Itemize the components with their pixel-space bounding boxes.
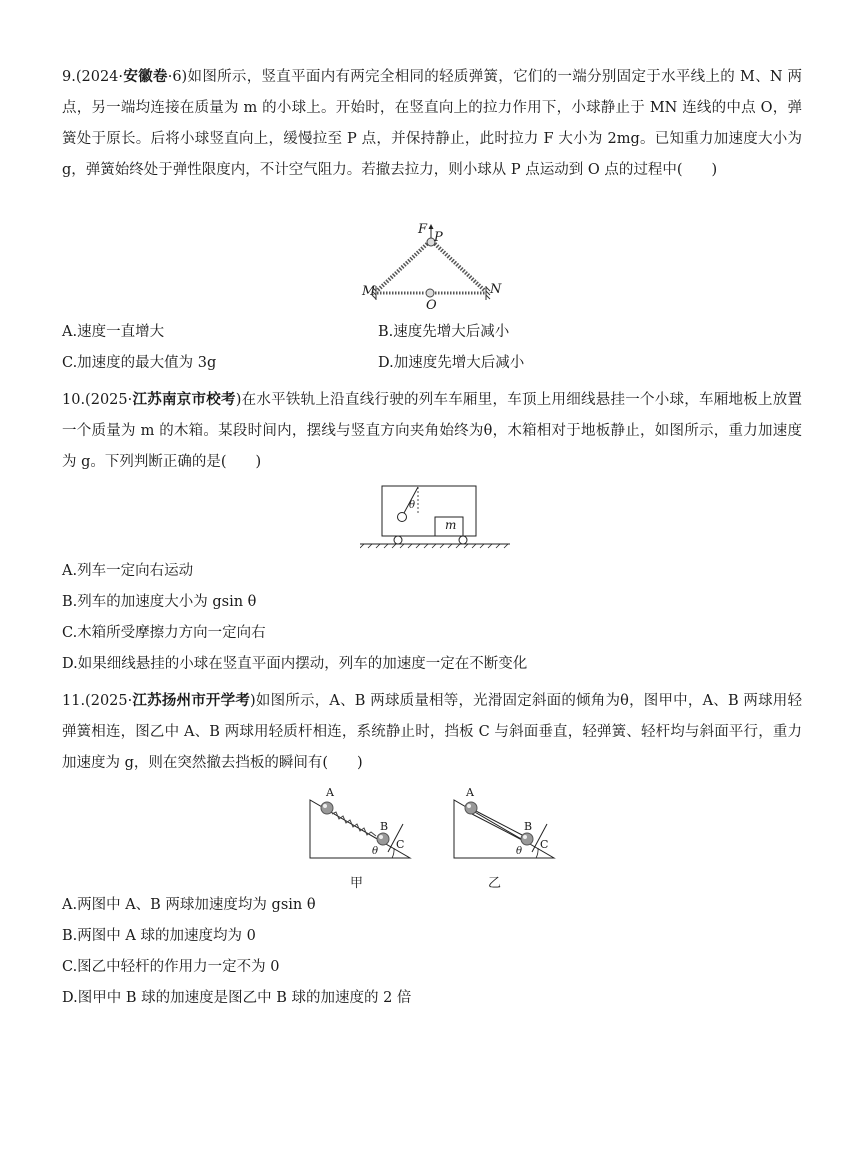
label-A-yi: A	[466, 786, 474, 799]
caption-yi: 乙	[488, 876, 502, 891]
question-10-number-end: )	[235, 392, 242, 408]
label-F: F	[418, 222, 428, 237]
question-10-source: 江苏南京市校考	[132, 392, 236, 408]
question-10-option-d: D.如果细线悬挂的小球在竖直平面内摆动，列车的加速度一定在不断变化	[62, 656, 528, 672]
label-B-jia: B	[380, 820, 389, 833]
question-9-option-d: D.加速度先增大后减小	[378, 355, 525, 371]
label-theta-jia: θ	[372, 846, 379, 857]
question-11-text: 如图所示，A、B 两球质量相等，光滑固定斜面的倾角为θ，图甲中，A、B 两球用轻弹簧相连，图乙中 A、B 两球用轻质杆相连，系统静止时，挡板 C 与斜面垂直，轻弹簧、轻杆均与斜面平行，重力加速度为 g，则在突然撤去挡板的瞬间有( )	[62, 693, 803, 771]
label-theta-yi: θ	[516, 846, 523, 857]
question-10-stem	[62, 385, 802, 478]
question-10-figure	[360, 484, 510, 550]
question-11-figure-jia	[306, 786, 416, 860]
question-10-option-a: A.列车一定向右运动	[62, 563, 194, 579]
label-M: M	[362, 284, 376, 299]
question-11-number: 11.(2025·	[62, 693, 133, 709]
label-theta: θ	[409, 500, 416, 511]
question-11-stem	[62, 686, 802, 779]
question-11-figure-yi	[450, 786, 560, 860]
question-10-option-c: C.木箱所受摩擦力方向一定向右	[62, 625, 266, 641]
label-A-jia: A	[326, 786, 334, 799]
label-P: P	[434, 230, 443, 245]
question-11-option-b: B.两图中 A 球的加速度均为 0	[62, 928, 256, 944]
question-11-option-d: D.图甲中 B 球的加速度是图乙中 B 球的加速度的 2 倍	[62, 990, 412, 1006]
question-9-number: 9.(2024·	[62, 69, 124, 85]
question-9-stem	[62, 62, 802, 186]
caption-jia: 甲	[350, 876, 364, 891]
question-11-number-end: )	[250, 693, 256, 709]
question-9-option-b: B.速度先增大后减小	[378, 324, 510, 340]
question-10-text: 在水平铁轨上沿直线行驶的列车车厢里，车顶上用细线悬挂一个小球，车厢地板上放置一个质量为 m 的木箱。某段时间内，摆线与竖直方向夹角始终为θ，木箱相对于地板静止，如图所示，重力加速度为 g。下列判断正确的是( )	[62, 392, 802, 470]
label-B-yi: B	[524, 820, 533, 833]
question-9-source: 安徽卷	[123, 69, 168, 85]
label-C-yi: C	[540, 838, 549, 851]
question-11-source: 江苏扬州市开学考	[132, 693, 251, 709]
question-9-option-c: C.加速度的最大值为 3g	[62, 355, 217, 371]
question-9-text: 如图所示，竖直平面内有两完全相同的轻质弹簧，它们的一端分别固定于水平线上的 M、N 两点，另一端均连接在质量为 m 的小球上。开始时，在竖直向上的拉力作用下，小球静止于 MN 连线的中点 O，弹簧处于原长。后将小球竖直向上，缓慢拉至 P 点，并保持静止，此时拉力 F 大小为 2mg。已知重力加速度大小为 g，弹簧始终处于弹性限度内，不计空气阻力。若撤去拉力，则小球从 P 点运动到 O 点的过程中( )	[62, 69, 803, 178]
question-11-option-a: A.两图中 A、B 两球加速度均为 gsin θ	[62, 897, 316, 913]
question-10-option-b: B.列车的加速度大小为 gsin θ	[62, 594, 257, 610]
question-9-option-a: A.速度一直增大	[62, 324, 165, 340]
label-m: m	[445, 518, 457, 532]
question-9-figure	[362, 224, 502, 312]
label-C-jia: C	[396, 838, 405, 851]
label-N: N	[490, 282, 502, 297]
question-11-option-c: C.图乙中轻杆的作用力一定不为 0	[62, 959, 280, 975]
question-10-number: 10.(2025·	[62, 392, 133, 408]
question-9-number-end: ·6)	[167, 69, 188, 85]
label-O: O	[426, 298, 437, 313]
